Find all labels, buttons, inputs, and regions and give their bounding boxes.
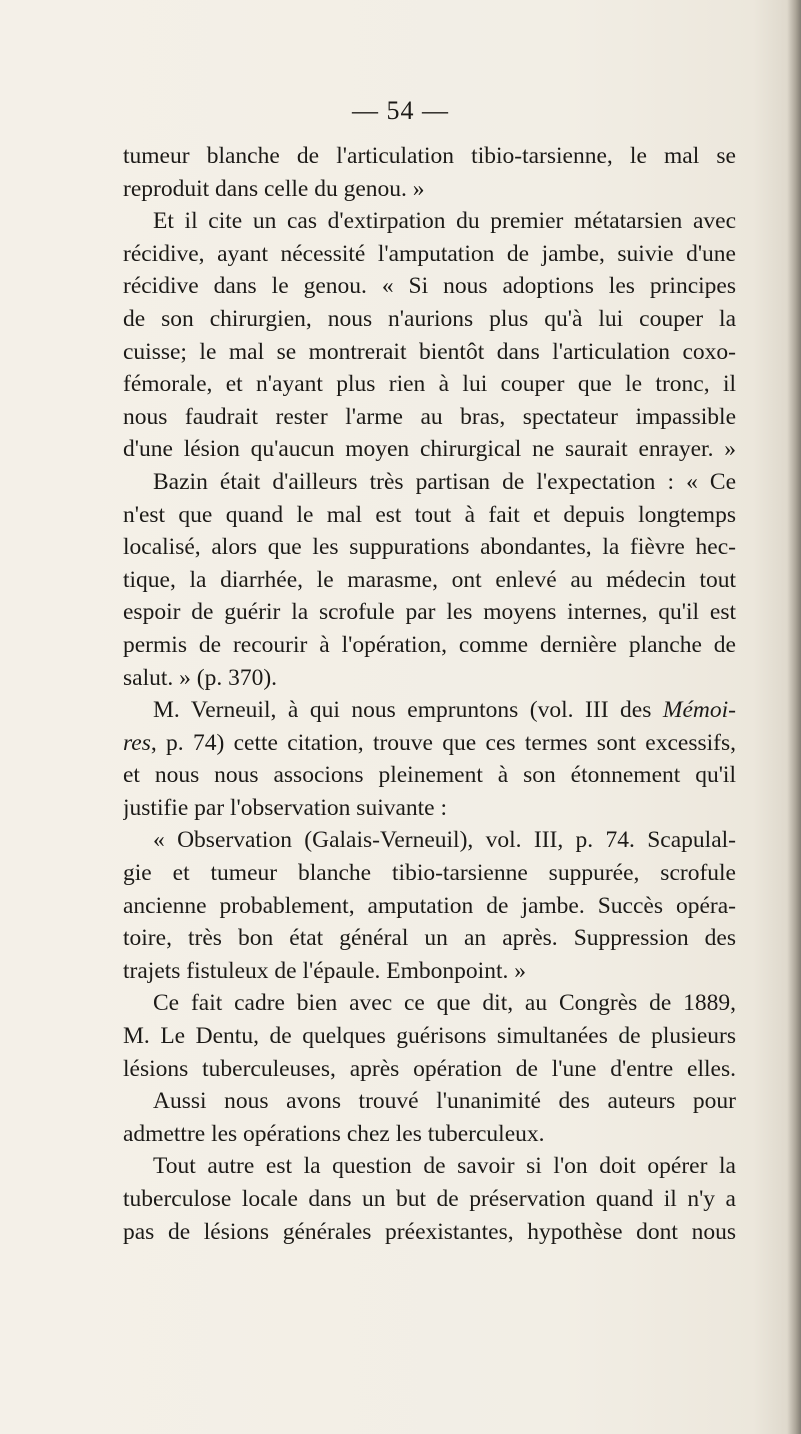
text-line: tuberculose locale dans un but de préservation quand il n'y a: [123, 1186, 736, 1212]
text-line: Bazin était d'ailleurs très partisan de l'expectation : « Ce: [153, 468, 736, 495]
text-line: salut. » (p. 370).: [123, 664, 278, 691]
text-line: de son chirurgien, nous n'aurions plus qu'à lui couper la: [123, 305, 736, 332]
text-line: tique, la diarrhée, le marasme, ont enlevé au médecin tout: [123, 566, 736, 593]
text-line: Et il cite un cas d'extirpation du premier métatarsien avec: [153, 208, 736, 235]
text-line: Tout autre est la question de savoir si l'on doit opérer la: [153, 1153, 736, 1180]
text-line: « Observation (Galais-Verneuil), vol. III, p. 74. Scapulal-: [153, 827, 736, 854]
text-line: Ce fait cadre bien avec ce que dit, au Congrès de 1889,: [153, 990, 736, 1017]
text-line: espoir de guérir la scrofule par les moyens internes, qu'il est: [123, 599, 736, 626]
text-line: ancienne probablement, amputation de jambe. Succès opéra-: [123, 892, 736, 919]
text-line: nous faudrait rester l'arme au bras, spectateur impassible: [123, 403, 736, 430]
italic-title: res: [123, 729, 151, 756]
page-edge-shadow: [787, 0, 801, 1434]
text-line: M. Le Dentu, de quelques guérisons simultanées de plusieurs: [123, 1023, 736, 1050]
text-line: n'est que quand le mal est tout à fait et depuis longtemps: [123, 501, 736, 528]
page-number: — 54 —: [352, 96, 449, 125]
text-line: M. Verneuil, à qui nous empruntons (vol. III des Mémoi-: [153, 697, 736, 724]
text-line: Aussi nous avons trouvé l'unanimité des auteurs pour: [153, 1088, 736, 1115]
text-line: gie et tumeur blanche tibio-tarsienne suppurée, scrofule: [123, 860, 736, 887]
text-line: permis de recourir à l'opération, comme dernière planche de: [123, 631, 736, 658]
text-line: toire, très bon état général un an après. Suppression des: [123, 925, 736, 952]
text-line: pas de lésions générales préexistantes, hypothèse dont nous: [123, 1218, 736, 1245]
text-line: res, p. 74) cette citation, trouve que ces termes sont excessifs,: [123, 729, 736, 756]
text-line: tumeur blanche de l'articulation tibio-tarsienne, le mal se: [123, 143, 736, 169]
text-line: cuisse; le mal se montrerait bientôt dans l'articulation coxo-: [123, 338, 736, 365]
text-line: fémorale, et n'ayant plus rien à lui couper que le tronc, il: [123, 371, 736, 398]
text-line: justifie par l'observation suivante :: [123, 794, 448, 821]
text-line: trajets fistuleux de l'épaule. Embonpoint. »: [123, 957, 526, 984]
text-line: récidive dans le genou. « Si nous adoptions les principes: [123, 273, 736, 300]
text-line: et nous nous associons pleinement à son étonnement qu'il: [123, 762, 736, 789]
text-line: admettre les opérations chez les tuberculeux.: [123, 1120, 545, 1147]
text-line: d'une lésion qu'aucun moyen chirurgical ne saurait enrayer. »: [123, 436, 736, 463]
text-line: reproduit dans celle du genou. »: [123, 175, 425, 202]
text-line: récidive, ayant nécessité l'amputation de jambe, suivie d'une: [123, 240, 736, 267]
body-text: [123, 140, 736, 1248]
text-line: localisé, alors que les suppurations abondantes, la fièvre hec-: [123, 534, 736, 561]
text-line: lésions tuberculeuses, après opération de l'une d'entre elles.: [123, 1055, 736, 1082]
italic-title: Mémoi-: [662, 697, 736, 724]
